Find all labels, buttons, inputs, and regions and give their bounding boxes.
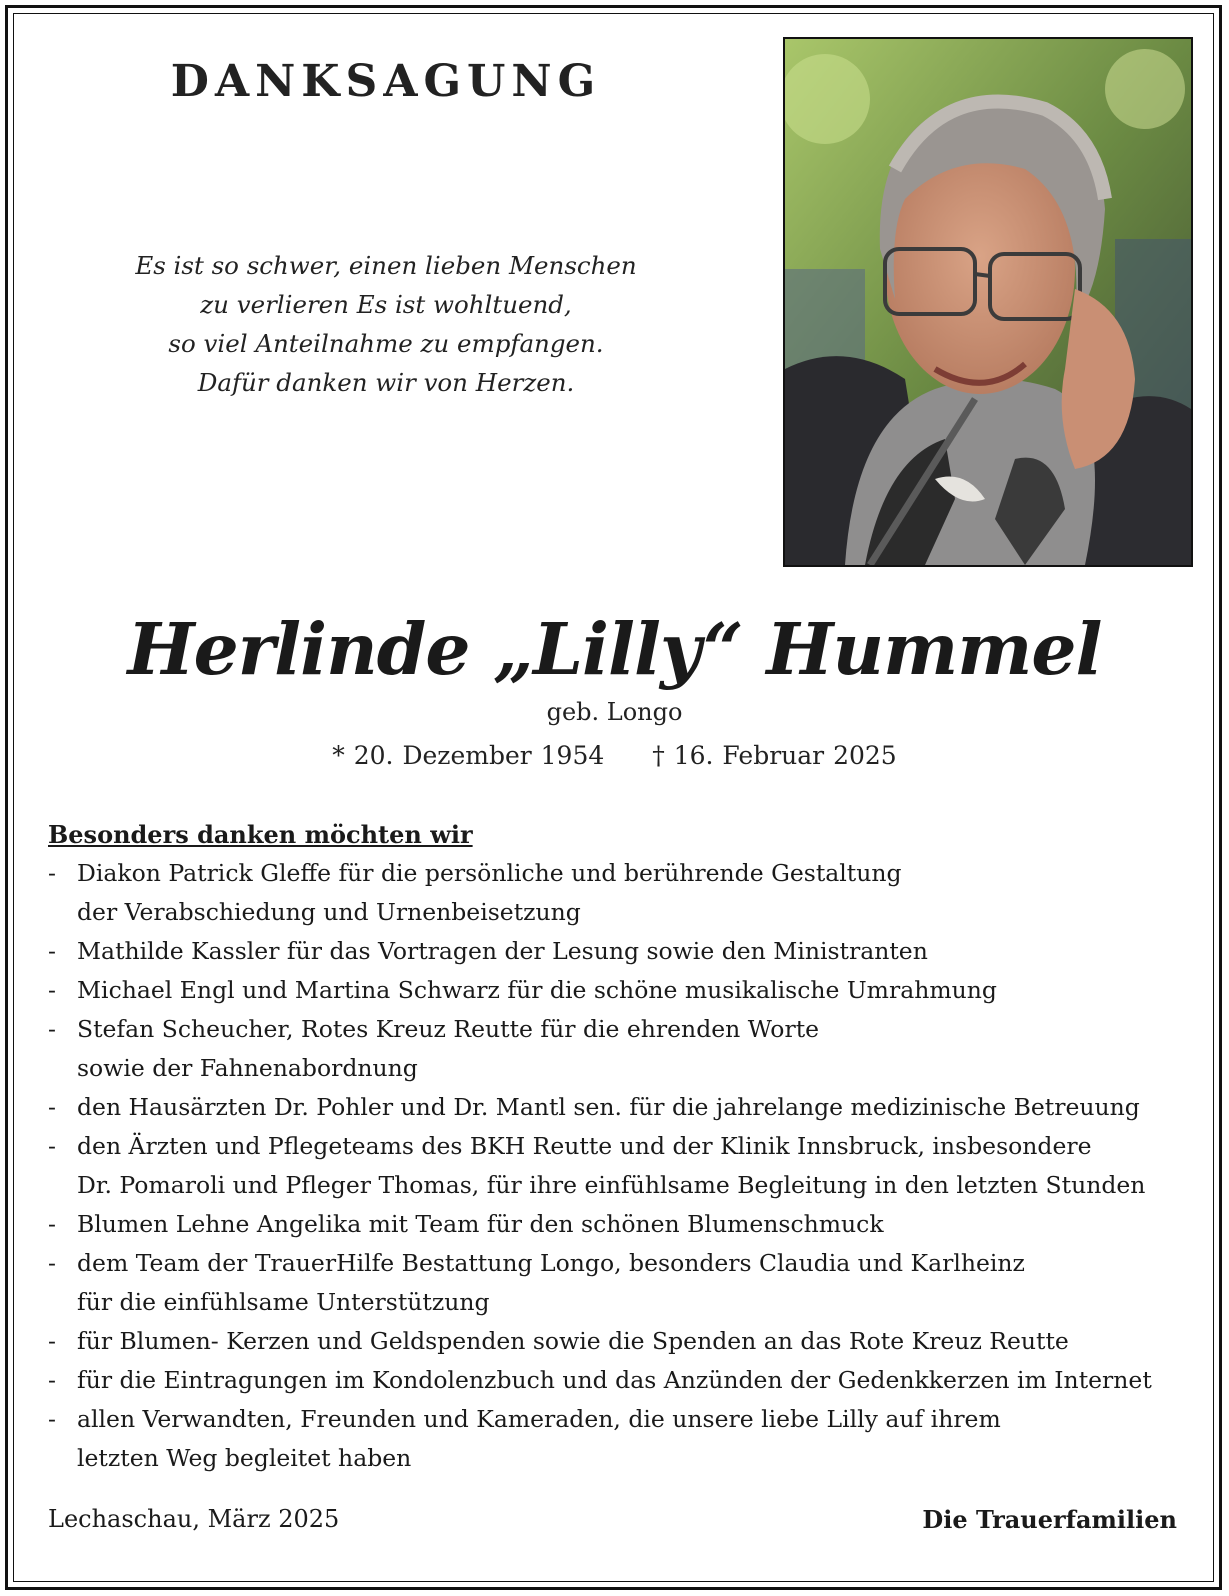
list-item-line: Stefan Scheucher, Rotes Kreuz Reutte für die ehrenden Worte xyxy=(77,1015,820,1043)
list-dash: - xyxy=(48,1249,56,1277)
list-dash: - xyxy=(48,1366,56,1394)
list-dash: - xyxy=(48,1405,56,1433)
list-item xyxy=(48,1361,1203,1400)
memorial-quote xyxy=(48,246,724,402)
heading: DANKSAGUNG xyxy=(170,56,602,107)
list-item-line: den Ärzten und Pflegeteams des BKH Reutte und der Klinik Innsbruck, insbesondere xyxy=(77,1132,1092,1160)
list-item xyxy=(48,1322,1203,1361)
list-dash: - xyxy=(48,1015,56,1043)
list-dash: - xyxy=(48,976,56,1004)
list-dash: - xyxy=(48,859,56,887)
maiden-name: geb. Longo xyxy=(546,698,683,726)
list-item-line: den Hausärzten Dr. Pohler und Dr. Mantl sen. für die jahrelange medizinische Betreuung xyxy=(77,1093,1140,1121)
list-item-line: für die einfühlsame Unterstützung xyxy=(77,1288,490,1316)
list-item-line: allen Verwandten, Freunden und Kameraden, die unsere liebe Lilly auf ihrem xyxy=(77,1405,1001,1433)
portrait-photo xyxy=(783,37,1193,567)
death-date: † 16. Februar 2025 xyxy=(652,741,897,770)
list-item-line: Mathilde Kassler für das Vortragen der Lesung sowie den Ministranten xyxy=(77,937,928,965)
list-item-line: Dr. Pomaroli und Pfleger Thomas, für ihre einfühlsame Begleitung in den letzten Stunden xyxy=(77,1171,1146,1199)
list-item-line: Blumen Lehne Angelika mit Team für den schönen Blumenschmuck xyxy=(77,1210,884,1238)
portrait-photo-icon xyxy=(785,39,1191,565)
list-dash: - xyxy=(48,937,56,965)
place-and-date: Lechaschau, März 2025 xyxy=(48,1505,340,1533)
list-item-line: letzten Weg begleitet haben xyxy=(77,1444,412,1472)
quote-line: zu verlieren Es ist wohltuend, xyxy=(200,290,572,319)
list-item xyxy=(48,854,1203,932)
deceased-name: Herlinde „Lilly“ Hummel xyxy=(127,607,1102,691)
list-item-line: dem Team der TrauerHilfe Bestattung Longo, besonders Claudia und Karlheinz xyxy=(77,1249,1025,1277)
list-dash: - xyxy=(48,1093,56,1121)
signature: Die Trauerfamilien xyxy=(922,1505,1177,1534)
quote-line: Es ist so schwer, einen lieben Menschen xyxy=(135,251,637,280)
quote-line: so viel Anteilnahme zu empfangen. xyxy=(168,329,604,358)
list-item-line: Michael Engl und Martina Schwarz für die schöne musikalische Umrahmung xyxy=(77,976,997,1004)
list-dash: - xyxy=(48,1210,56,1238)
list-item-line: für die Eintragungen im Kondolenzbuch und das Anzünden der Gedenkkerzen im Internet xyxy=(77,1366,1152,1394)
list-dash: - xyxy=(48,1132,56,1160)
list-item-line: für Blumen- Kerzen und Geldspenden sowie die Spenden an das Rote Kreuz Reutte xyxy=(77,1327,1069,1355)
list-item-line: Diakon Patrick Gleffe für die persönliche und berührende Gestaltung xyxy=(77,859,902,887)
quote-line: Dafür danken wir von Herzen. xyxy=(197,368,575,397)
life-dates xyxy=(48,741,1181,770)
list-item xyxy=(48,1127,1203,1205)
list-item-line: sowie der Fahnenabordnung xyxy=(77,1054,418,1082)
list-item xyxy=(48,1205,1203,1244)
list-item-line: der Verabschiedung und Urnenbeisetzung xyxy=(77,898,581,926)
list-item xyxy=(48,1010,1203,1088)
thanks-title: Besonders danken möchten wir xyxy=(48,820,473,849)
list-item xyxy=(48,1088,1203,1127)
list-item xyxy=(48,971,1203,1010)
list-item xyxy=(48,1400,1203,1478)
thanks-list xyxy=(48,854,1203,1478)
list-item xyxy=(48,932,1203,971)
list-dash: - xyxy=(48,1327,56,1355)
list-item xyxy=(48,1244,1203,1322)
birth-date: * 20. Dezember 1954 xyxy=(332,741,605,770)
